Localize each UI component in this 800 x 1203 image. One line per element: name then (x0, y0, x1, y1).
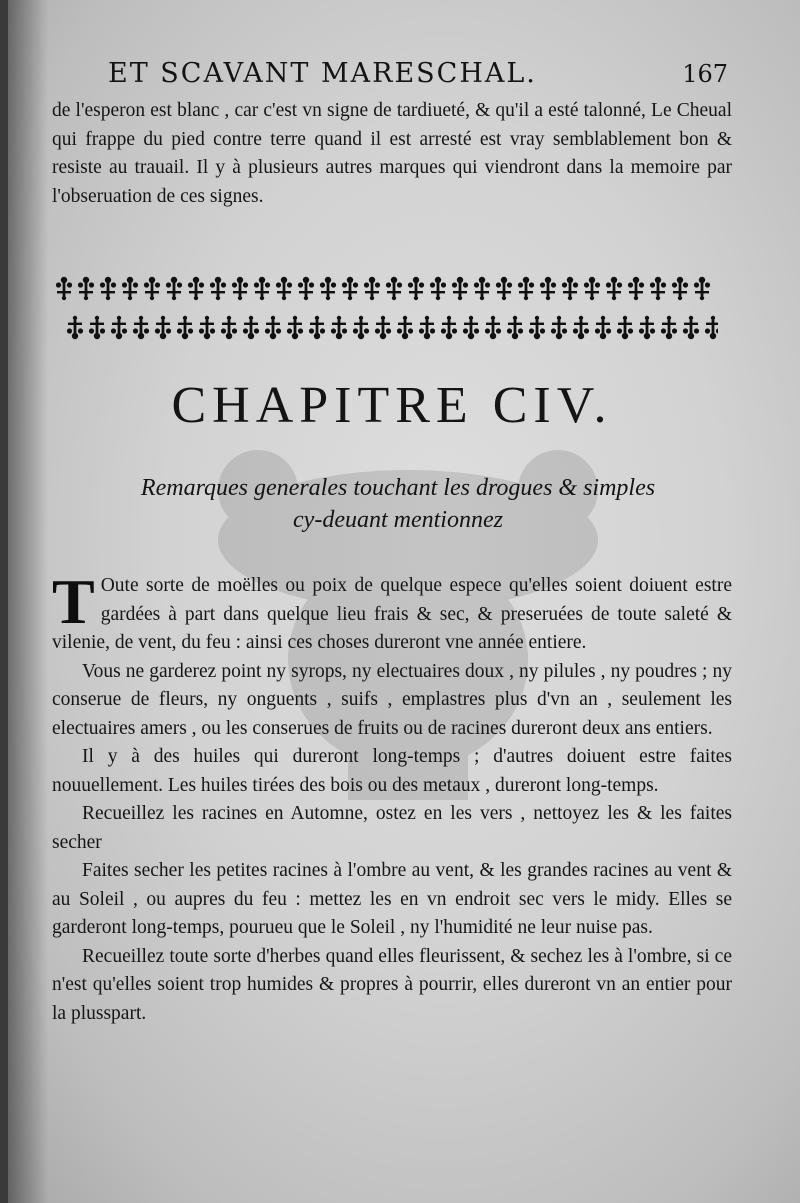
drop-cap: T (52, 566, 95, 637)
body-paragraph: Vous ne garderez point ny syrops, ny electuaires doux , ny pilules , ny poudres ; ny conserue de fleurs, ny onguents , suifs , emplastres plus d'vn an , seulement les electuaires amers , ou les conserues de fruits ou de racines dureront deux ans entiers. (52, 660, 732, 739)
chapter-subtitle-line-1: Remarques generales touchant les drogues & simples (140, 475, 656, 501)
body-paragraph (52, 566, 732, 658)
running-title: ET SCAVANT MARESCHAL. (108, 58, 537, 89)
top-paragraph: de l'esperon est blanc , car c'est vn signe de tardiueté, & qu'il a esté talonné, Le Cheual qui frappe du pied contre terre quand il est arresté est vray semblablement bon & resiste au trauail. Il y à plusieurs autres marques qui viendront dans la memoire par l'obseruation de ces signes. (52, 100, 732, 207)
body-paragraph: Recueillez toute sorte d'herbes quand elles fleurissent, & sechez les à l'ombre, si ce n'est qu'elles soient trop humides & propres à pourrir, elles dureront vn an entier pour la plusspart. (52, 945, 732, 1024)
chapter-body (52, 566, 732, 1028)
running-head (108, 58, 728, 89)
chapter-subtitle (88, 472, 708, 536)
top-paragraph-block (52, 97, 732, 211)
paragraph-text: Oute sorte de moëlles ou poix de quelque espece qu'elles soient doiuent estre gardées à part dans quelque lieu frais & sec, & preseruées de toute saleté & vilenie, de vent, du feu : ainsi ces choses dureront vne année entiere. (52, 575, 732, 653)
book-page (8, 0, 800, 1203)
body-paragraph: Faites secher les petites racines à l'ombre au vent, & les grandes racines au vent & au Soleil , ou aupres du feu : mettez les en vn endroit sec vers le midy. Elles se garderont long-temps, pourueu que le Soleil , ny l'humidité ne leur nuise pas. (52, 860, 732, 938)
body-paragraph: Recueillez les racines en Automne, ostez en les vers , nettoyez les & les faites secher (52, 803, 732, 853)
page-number: 167 (682, 60, 728, 88)
chapter-subtitle-line-2: cy-deuant mentionnez (293, 507, 503, 533)
chapter-title: CHAPITRE CIV. (171, 377, 613, 434)
printers-ornament-band (54, 272, 718, 344)
body-paragraph: Il y à des huiles qui dureront long-temps ; d'autres doiuent estre faites nouuellement. Les huiles tirées des bois ou des metaux , dureront long-temps. (52, 746, 732, 796)
